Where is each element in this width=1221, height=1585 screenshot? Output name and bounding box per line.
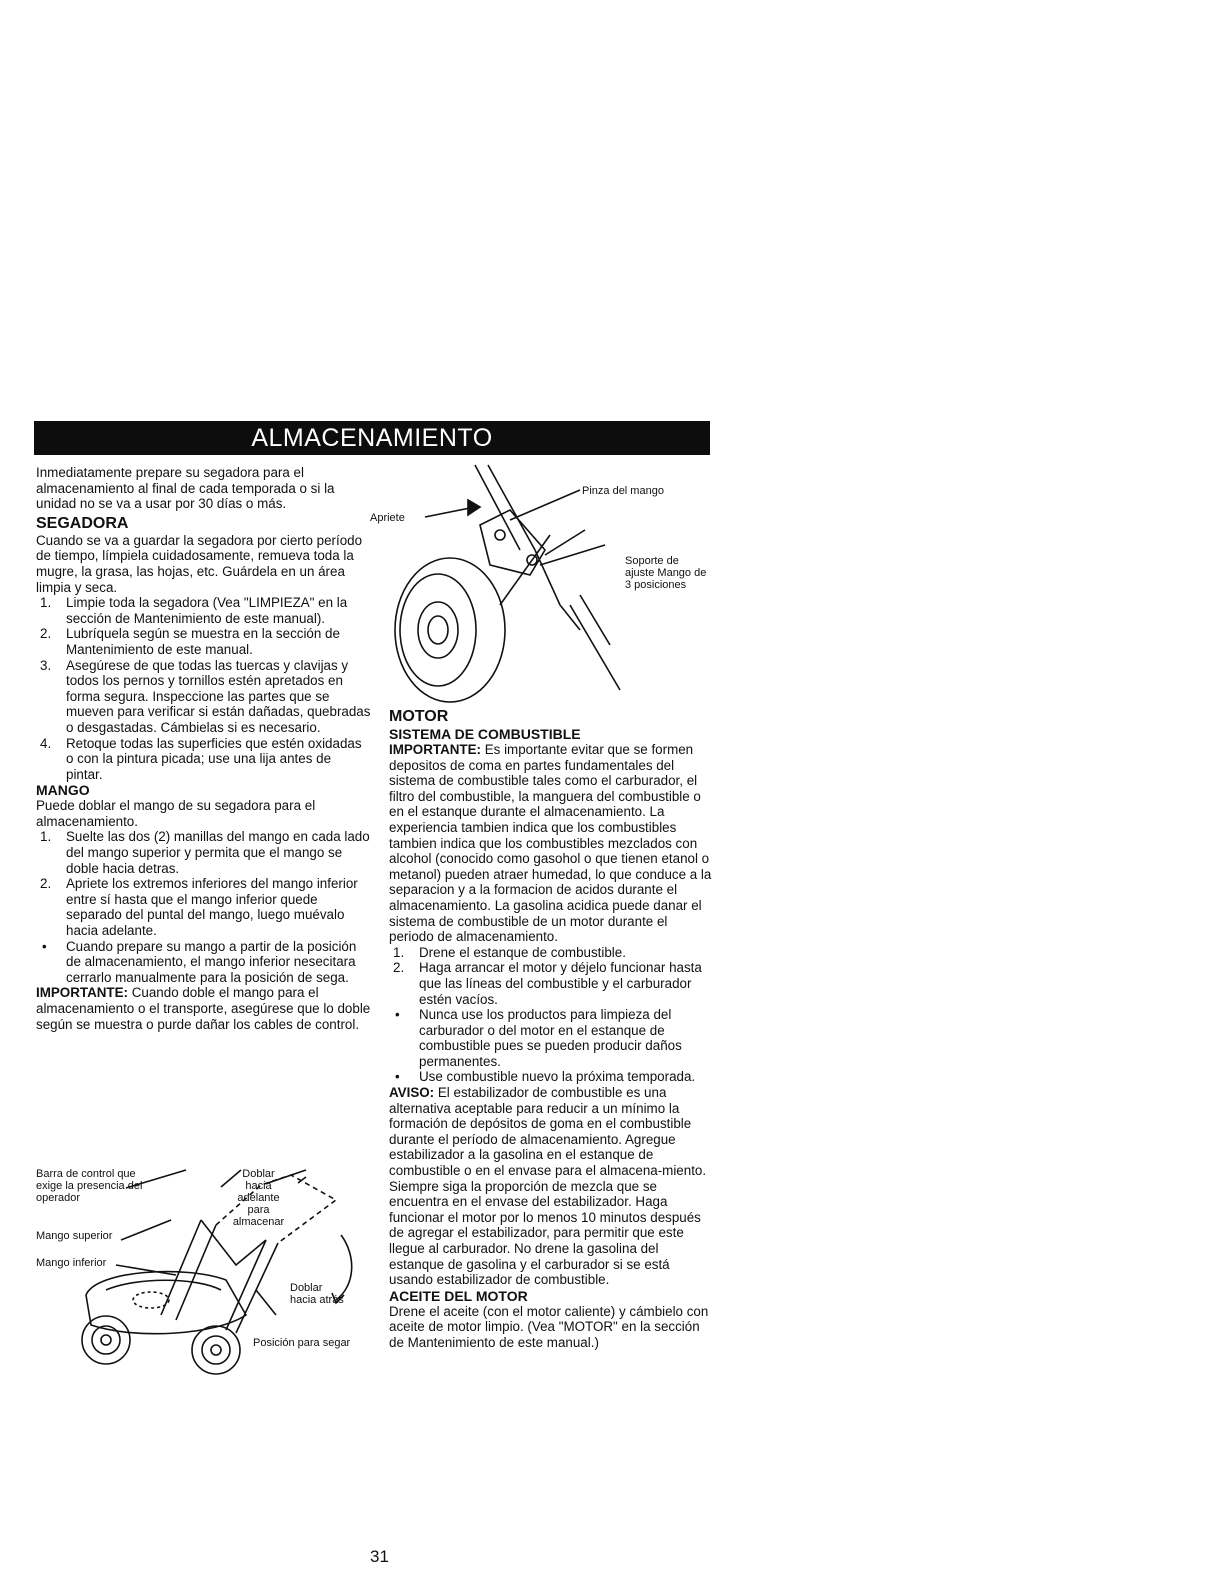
figure-label-posicion: Posición para segar [253, 1337, 351, 1349]
list-item: • Nunca use los productos para limpieza del carburador o del motor en el estanque de combustible pues se pueden producir daños permanentes. [395, 1007, 682, 1069]
figure-label-doblar-atras: Doblar hacia atrás [290, 1282, 344, 1306]
list-item: 1. Drene el estanque de combustible. [393, 944, 626, 960]
motor-steps [389, 945, 715, 1007]
list-item: 3. Asegúrese de que todas las tuercas y clavijas y todos los pernos y tornillos estén apretados en forma segura. Inspeccione las partes que se mueven para verificar si están dañadas, quebradas o desgastadas. Cámbielas si es necesario. [40, 657, 371, 735]
figure-label-barra: Barra de control que exige la presencia del operador [36, 1168, 143, 1204]
list-item: 2. Lubríquela según se muestra en la sección de Mantenimiento de este manual. [40, 626, 340, 657]
handle-fold-illustration [36, 1165, 376, 1395]
figure-label-doblar-adelante: Doblar hacia adelante para almacenar [232, 1168, 285, 1228]
page-number: 31 [370, 1547, 389, 1566]
figure-label-apriete: Apriete [370, 512, 405, 524]
segadora-text: Cuando se va a guardar la segadora por cierto período de tiempo, límpiela cuidadosamente, remueva toda la mugre, la grasa, las hojas, etc. Guárdela en un área limpia y seca. [36, 532, 363, 595]
list-item: • Cuando prepare su mango a partir de la posición de almacenamiento, el mango inferior nesecitara cerrarlo manualmente para la posición de sega. [42, 938, 357, 985]
mango-heading: MANGO [36, 782, 90, 799]
mango-important: IMPORTANTE: Cuando doble el mango para el almacenamiento o el transporte, asegúrese que lo doble según se muestra o purde dañar los cables de control. [36, 985, 371, 1032]
motor-heading: MOTOR [389, 708, 449, 725]
aviso-paragraph: AVISO: El estabilizador de combustible es una alternativa aceptable para reducir a un mínimo la formación de depósitos de goma en el combustible durante el período de almacenamiento. Agregue estabilizador a la gasolina en el estanque de combustible o en el envase para el almacena-miento. Siempre siga la proporción de mezcla que se encuentra en el envase del estabilizador. Haga funcionar el motor por lo menos 10 minutos después de agregar el estabilizador, para permitir que este llegue al carburador. No drene la gasolina del estanque de gasolina y el carburador si se está usando estabilizador de combustible. [389, 1085, 707, 1288]
segadora-steps [36, 595, 371, 782]
segadora-heading: SEGADORA [36, 514, 129, 532]
aceite-text: Drene el aceite (con el motor caliente) y cámbielo con aceite de motor limpio. (Vea "MOTOR" en la sección de Mantenimiento de este manual.) [389, 1303, 709, 1350]
list-item: 2. Apriete los extremos inferiores del mango inferior entre sí hasta que el mango inferior quede separado del puntal del mango, luego muévalo hacia adelante. [40, 876, 358, 939]
figure-label-superior: Mango superior [36, 1230, 113, 1242]
figure-label-soporte: Soporte de ajuste Mango de 3 posiciones [625, 555, 707, 591]
adjustment-bracket-illustration [370, 455, 715, 705]
mango-text: Puede doblar el mango de su segadora para el almacenamiento. [36, 798, 316, 829]
figure-label-pinza: Pinza del mango [582, 485, 664, 497]
left-column [36, 465, 371, 1032]
intro-paragraph: Inmediatamente prepare su segadora para el almacenamiento al final de cada temporada o si la unidad no se va a usar por 30 días o más. [36, 465, 335, 512]
list-item: 2. Haga arrancar el motor y déjelo funcionar hasta que las líneas del combustible y el carburador estén vacíos. [393, 960, 702, 1007]
figure-label-inferior: Mango inferior [36, 1257, 107, 1269]
fuel-important: IMPORTANTE: Es importante evitar que se formen depositos de coma en partes fundamentales del sistema de combustible tales como el carburador, el filtro del combustible, la manguera del combustible o en el estanque durante el almacenamiento. La experiencia tambien indica que los combustibles tambien indica que los combustibles mezclados con alcohol (conocido como gasohol o que tienen etanol o metanol) pueden atraer humedad, lo que conduce a la separacion y a la formacion de acidos durante el almacenamiento. La gasolina acidica puede danar el sistema de combustible de un motor durante el periodo de almacenamiento. [389, 742, 712, 945]
mango-bullets [36, 939, 371, 986]
mango-steps [36, 829, 371, 938]
section-title-bar [34, 421, 710, 455]
list-item: 4. Retoque todas las superficies que estén oxidadas o con la pintura picada; use una lija antes de pintar. [40, 735, 362, 782]
fuel-system-heading: SISTEMA DE COMBUSTIBLE [389, 726, 581, 742]
right-column [389, 705, 715, 1351]
list-item: • Use combustible nuevo la próxima temporada. [395, 1069, 696, 1085]
motor-bullets [389, 1007, 715, 1085]
aceite-heading: ACEITE DEL MOTOR [389, 1287, 528, 1304]
list-item: 1. Limpie toda la segadora (Vea "LIMPIEZA" en la sección de Mantenimiento de este manual). [40, 595, 348, 626]
list-item: 1. Suelte las dos (2) manillas del mango en cada lado del mango superior y permita que el mango se doble hacia detras. [40, 829, 370, 876]
section-title: ALMACENAMIENTO [251, 424, 493, 452]
